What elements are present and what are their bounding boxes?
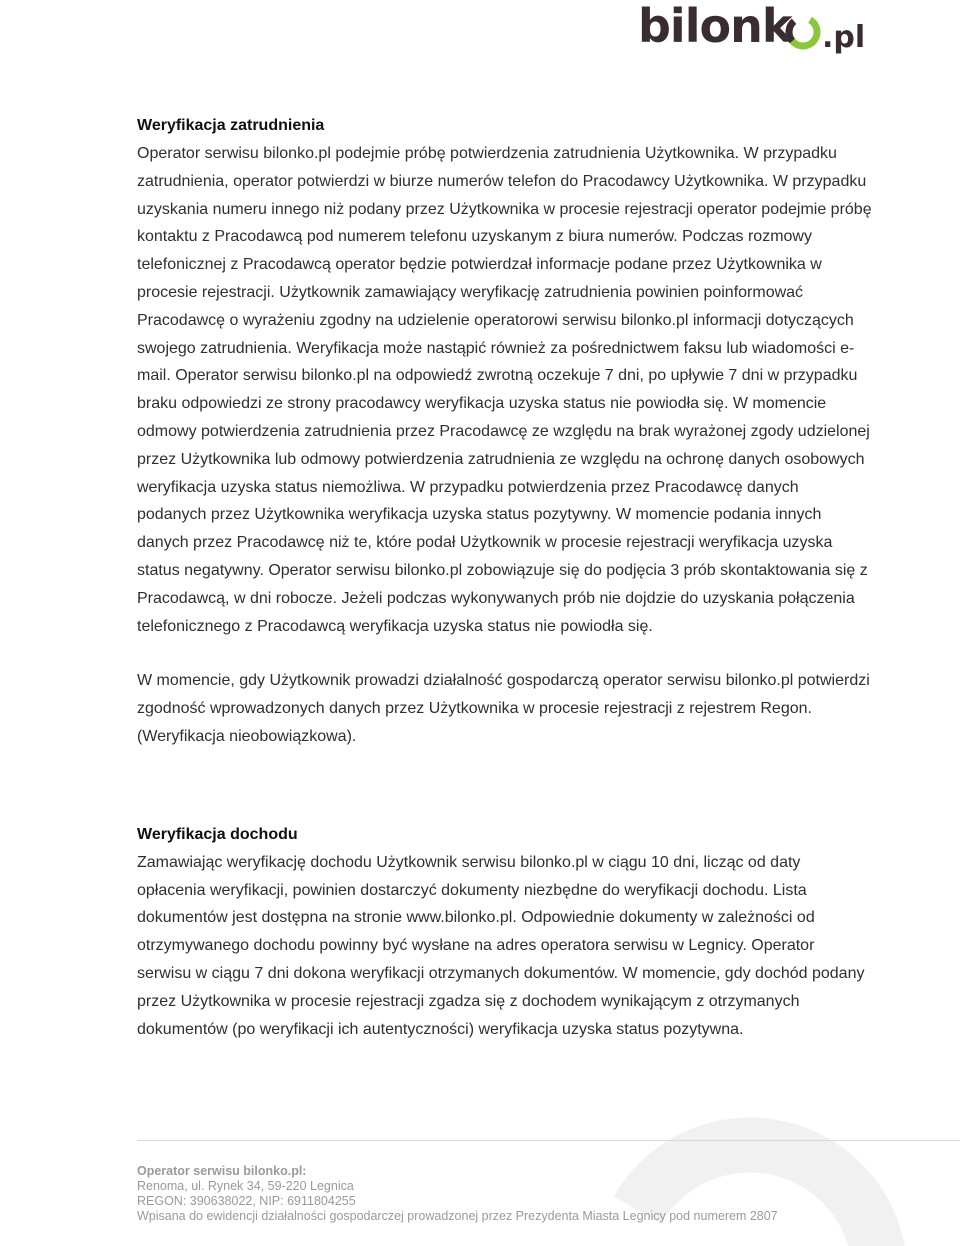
footer-divider xyxy=(137,1140,960,1141)
logo-wordmark: bilonk xyxy=(638,0,792,53)
footer-registry: Wpisana do ewidencji działalności gospodarczej prowadzonej przez Prezydenta Miasta Legnicy pod numerem 2807 xyxy=(137,1209,778,1223)
section-heading-employment: Weryfikacja zatrudnienia xyxy=(137,117,325,134)
logo-ring-icon xyxy=(784,13,822,51)
footer-operator-title: Operator serwisu bilonko.pl: xyxy=(137,1164,307,1178)
employment-paragraph: Operator serwisu bilonko.pl podejmie próbę potwierdzenia zatrudnienia Użytkownika. W przypadku zatrudnienia, operator potwierdzi w biurze numerów telefon do Pracodawcy Użytkownika. W przypadku uzyskania numeru innego niż podany przez Użytkownika w procesie rejestracji operator podejmie próbę kontaktu z Pracodawcą pod numerem telefonu uzyskanym z biura numerów. Podczas rozmowy telefonicznej z Pracodawcą operator będzie potwierdzał informacje podane przez Użytkownika w procesie rejestracji. Użytkownik zamawiający weryfikację zatrudnienia powinien poinformować Pracodawcę o wyrażeniu zgodny na udzielenie operatorowi serwisu bilonko.pl informacji dotyczących swojego zatrudnienia. Weryfikacja może nastąpić również za pośrednictwem faksu lub wiadomości e-mail. Operator serwisu bilonko.pl na odpowiedź zwrotną oczekuje 7 dni, po upływie 7 dni w przypadku braku odpowiedzi ze strony pracodawcy weryfikacja uzyska status nie powiodła się. W momencie odmowy potwierdzenia zatrudnienia przez Pracodawcę ze względu na brak wyrażonej zgody udzielonej przez Użytkownika lub odmowy potwierdzenia zatrudnienia ze względu na ochronę danych osobowych weryfikacja uzyska status niemożliwa. W przypadku potwierdzenia przez Pracodawcę danych podanych przez Użytkownika weryfikacja uzyska status pozytywny. W momencie podania innych danych przez Pracodawcę niż te, które podał Użytkownik w procesie rejestracji weryfikacja uzyska status negatywny. Operator serwisu bilonko.pl zobowiązuje się do podjęcia 3 prób skontaktowania się z Pracodawcą, w dni robocze. Jeżeli podczas wykonywanych prób nie dojdzie do uzyskania połączenia telefonicznego z Pracodawcą weryfikacja uzyska status nie powiodła się. xyxy=(137,145,872,635)
business-paragraph: W momencie, gdy Użytkownik prowadzi działalność gospodarczą operator serwisu bilonko.pl potwierdzi zgodność wprowadzonych danych przez Użytkownika w procesie rejestracji z rejestrem Regon. (Weryfikacja nieobowiązkowa). xyxy=(137,672,870,745)
logo-tld: .pl xyxy=(822,20,866,55)
footer-address: Renoma, ul. Rynek 34, 59-220 Legnica xyxy=(137,1179,354,1193)
income-paragraph: Zamawiając weryfikację dochodu Użytkownik serwisu bilonko.pl w ciągu 10 dni, licząc od daty opłacenia weryfikacji, powinien dostarczyć dokumenty niezbędne do weryfikacji dochodu. Lista dokumentów jest dostępna na stronie www.bilonko.pl. Odpowiednie dokumenty w zależności od otrzymywanego dochodu powinny być wysłane na adres operatora serwisu w Legnicy. Operator serwisu w ciągu 7 dni dokona weryfikacji otrzymanych dokumentów. W momencie, gdy dochód podany przez Użytkownika w procesie rejestracji zgadza się z dochodem wynikającym z otrzymanych dokumentów (po weryfikacji ich autentyczności) weryfikacja uzyska status pozytywna. xyxy=(137,853,865,1038)
document-body xyxy=(137,112,872,1043)
section-heading-income: Weryfikacja dochodu xyxy=(137,825,298,843)
bilonko-logo xyxy=(638,2,874,56)
footer-regon: REGON: 390638022, NIP: 6911804255 xyxy=(137,1194,356,1208)
footer xyxy=(137,1164,937,1224)
